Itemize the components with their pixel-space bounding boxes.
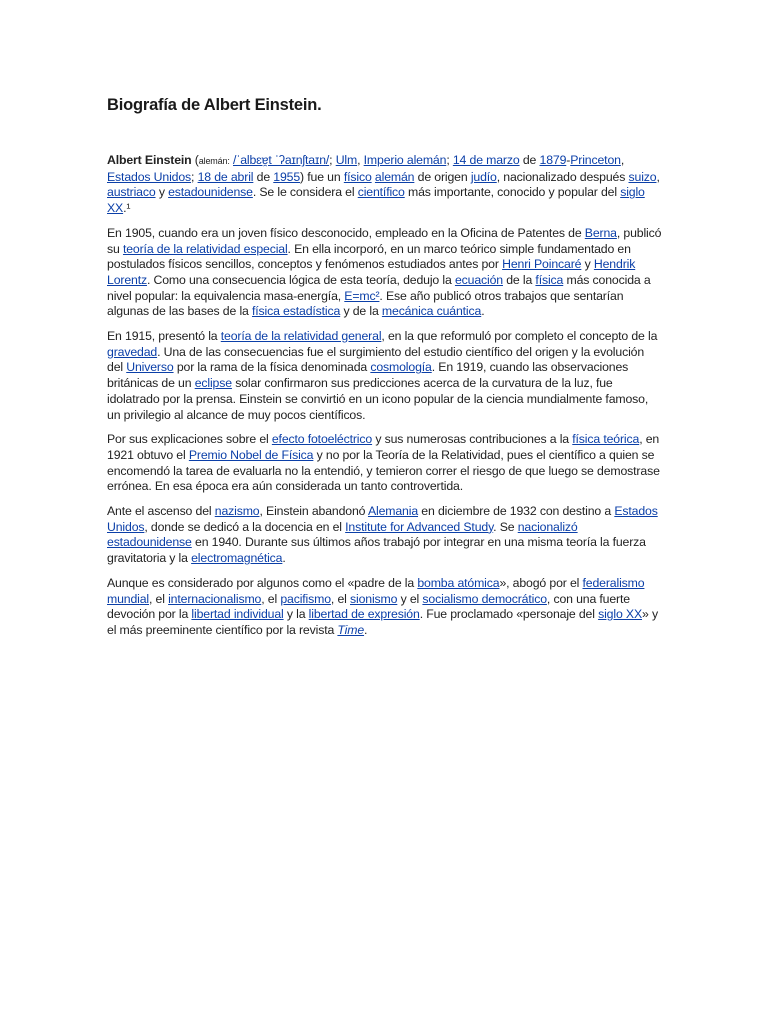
link-estados-unidos[interactable]: Estados Unidos [107,169,192,184]
link-sionismo[interactable]: sionismo [350,591,398,606]
link-judio[interactable]: judío [470,169,497,184]
paragraph-nobel: Por sus explicaciones sobre el efecto fotoeléctrico y sus numerosas contribuciones a la física teórica, en 1921 obtuvo el Premio Nobel de Física y no por la Teoría de la Relatividad, pues el científico a quien se encomendó la tarea de evaluarla no la entendió, y temieron correr el riesgo de que luego se demostrase errónea. En esa época era aún considerada un tanto controvertida. [107,432,660,494]
link-austriaco[interactable]: austriaco [107,185,156,200]
link-berna[interactable]: Berna [584,225,617,240]
page-title: Biografía de Albert Einstein. [107,96,322,114]
link-hendrik-lorentz[interactable]: Hendrik Lorentz [107,257,636,287]
paragraph-1915: En 1915, presentó la teoría de la relatividad general, en la que reformuló por completo el concepto de la gravedad. Una de las consecuencias fue el surgimiento del estudio científico del origen y la evolución del Universo por la rama de la física denominada cosmología. En 1919, cuando las observaciones británicas de un eclipse solar confirmaron sus predicciones acerca de la curvatura de la luz, fue idolatrado por la prensa. Einstein se convirtió en un icono popular de la ciencia mundialmente famoso, un privilegio al alcance de muy pocos científicos. [107,329,658,422]
link-suizo[interactable]: suizo [628,169,657,184]
link-nacionalizo-estadounidense[interactable]: nacionalizó estadounidense [107,519,578,550]
link-federalismo-mundial[interactable]: federalismo mundial [107,575,645,606]
link-e-mc2[interactable]: E=mc² [344,288,380,303]
link-universo[interactable]: Universo [126,360,174,375]
link-pronunciation[interactable]: /ˈalbɛɐ̯t ˈʔaɪnʃtaɪn/ [233,153,330,167]
link-aleman[interactable]: alemán [374,169,415,184]
link-fisica[interactable]: física [535,272,564,287]
paragraph-legacy: Aunque es considerado por algunos como el «padre de la bomba atómica», abogó por el federalismo mundial, el internacionalismo, el pacifismo, el sionismo y el socialismo democrático, con una fuerte devoción por la libertad individual y la libertad de expresión. Fue proclamado «personaje del siglo XX» y el más preeminente científico por la revista Time. [107,575,658,637]
link-ecuacion[interactable]: ecuación [454,272,503,287]
link-efecto-fotoelectrico[interactable]: efecto fotoeléctrico [271,432,373,447]
link-18-de-abril[interactable]: 18 de abril [197,169,254,184]
link-pacifismo[interactable]: pacifismo [280,591,331,606]
link-bomba-atomica[interactable]: bomba atómica [417,575,500,590]
paragraph-intro: Albert Einstein (alemán: /ˈalbɛɐ̯t ˈʔaɪnʃtaɪn/; Ulm, Imperio alemán; 14 de marzo de 1879-Princeton, Estados Unidos; 18 de abril de 1955) fue un físico alemán de origen judío, nacionalizado después suizo, austriaco y estadounidense. Se le considera el científico más importante, conocido y popular del siglo XX.¹ [107,153,660,216]
link-estados-unidos-2[interactable]: Estados Unidos [107,504,658,534]
link-institute-advanced-study[interactable]: Institute for Advanced Study [345,519,494,534]
link-relatividad-especial[interactable]: teoría de la relatividad especial [122,241,288,256]
link-time[interactable]: Time [337,622,365,637]
link-fisico[interactable]: físico [343,169,372,184]
link-princeton[interactable]: Princeton [570,153,621,167]
link-1879[interactable]: 1879 [539,153,567,167]
paragraph-1905: En 1905, cuando era un joven físico desconocido, empleado en la Oficina de Patentes de Berna, publicó su teoría de la relatividad especial. En ella incorporó, en un marco teórico simple fundamentado en postulados físicos sencillos, conceptos y fenómenos estudiados antes por Henri Poincaré y Hendrik Lorentz. Como una consecuencia lógica de esta teoría, dedujo la ecuación de la física más conocida a nivel popular: la equivalencia masa-energía, E=mc². Ese año publicó otros trabajos que sentarían algunas de las bases de la física estadística y de la mecánica cuántica. [107,225,662,319]
link-alemania[interactable]: Alemania [367,504,419,519]
link-relatividad-general[interactable]: teoría de la relatividad general [220,329,382,344]
link-cosmologia[interactable]: cosmología [370,360,432,375]
link-estadounidense[interactable]: estadounidense [168,185,253,200]
link-14-de-marzo[interactable]: 14 de marzo [452,153,520,167]
link-premio-nobel[interactable]: Premio Nobel de Física [188,447,314,462]
link-mecanica-cuantica[interactable]: mecánica cuántica [381,304,482,319]
link-nazismo[interactable]: nazismo [214,504,260,519]
paragraph-emigration: Ante el ascenso del nazismo, Einstein abandonó Alemania en diciembre de 1932 con destino a Estados Unidos, donde se dedicó a la docencia en el Institute for Advanced Study. Se nacionalizó estadounidense en 1940. Durante sus últimos años trabajó por integrar en una misma teoría la fuerza gravitatoria y la electromagnética. [107,504,658,566]
link-eclipse[interactable]: eclipse [194,376,232,391]
link-imperio-aleman[interactable]: Imperio alemán [363,153,447,167]
link-fisica-estadistica[interactable]: física estadística [251,304,341,319]
link-cientifico[interactable]: científico [357,185,405,200]
link-henri-poincare[interactable]: Henri Poincaré [502,257,582,272]
link-electromagnetica[interactable]: electromagnética [191,551,283,566]
link-internacionalismo[interactable]: internacionalismo [168,591,262,606]
link-libertad-individual[interactable]: libertad individual [191,607,284,622]
subject-name: Albert Einstein [107,153,192,167]
language-note: alemán: [198,156,230,166]
link-siglo-xx-2[interactable]: siglo XX [598,607,643,622]
link-ulm[interactable]: Ulm [335,153,358,167]
link-fisica-teorica[interactable]: física teórica [572,432,640,447]
document-body [107,96,663,648]
link-libertad-expresion[interactable]: libertad de expresión [308,607,420,622]
link-gravedad[interactable]: gravedad [107,344,158,359]
link-siglo-xx[interactable]: siglo XX [107,185,645,216]
link-socialismo-democratico[interactable]: socialismo democrático [422,591,547,606]
link-1955[interactable]: 1955 [273,169,301,184]
